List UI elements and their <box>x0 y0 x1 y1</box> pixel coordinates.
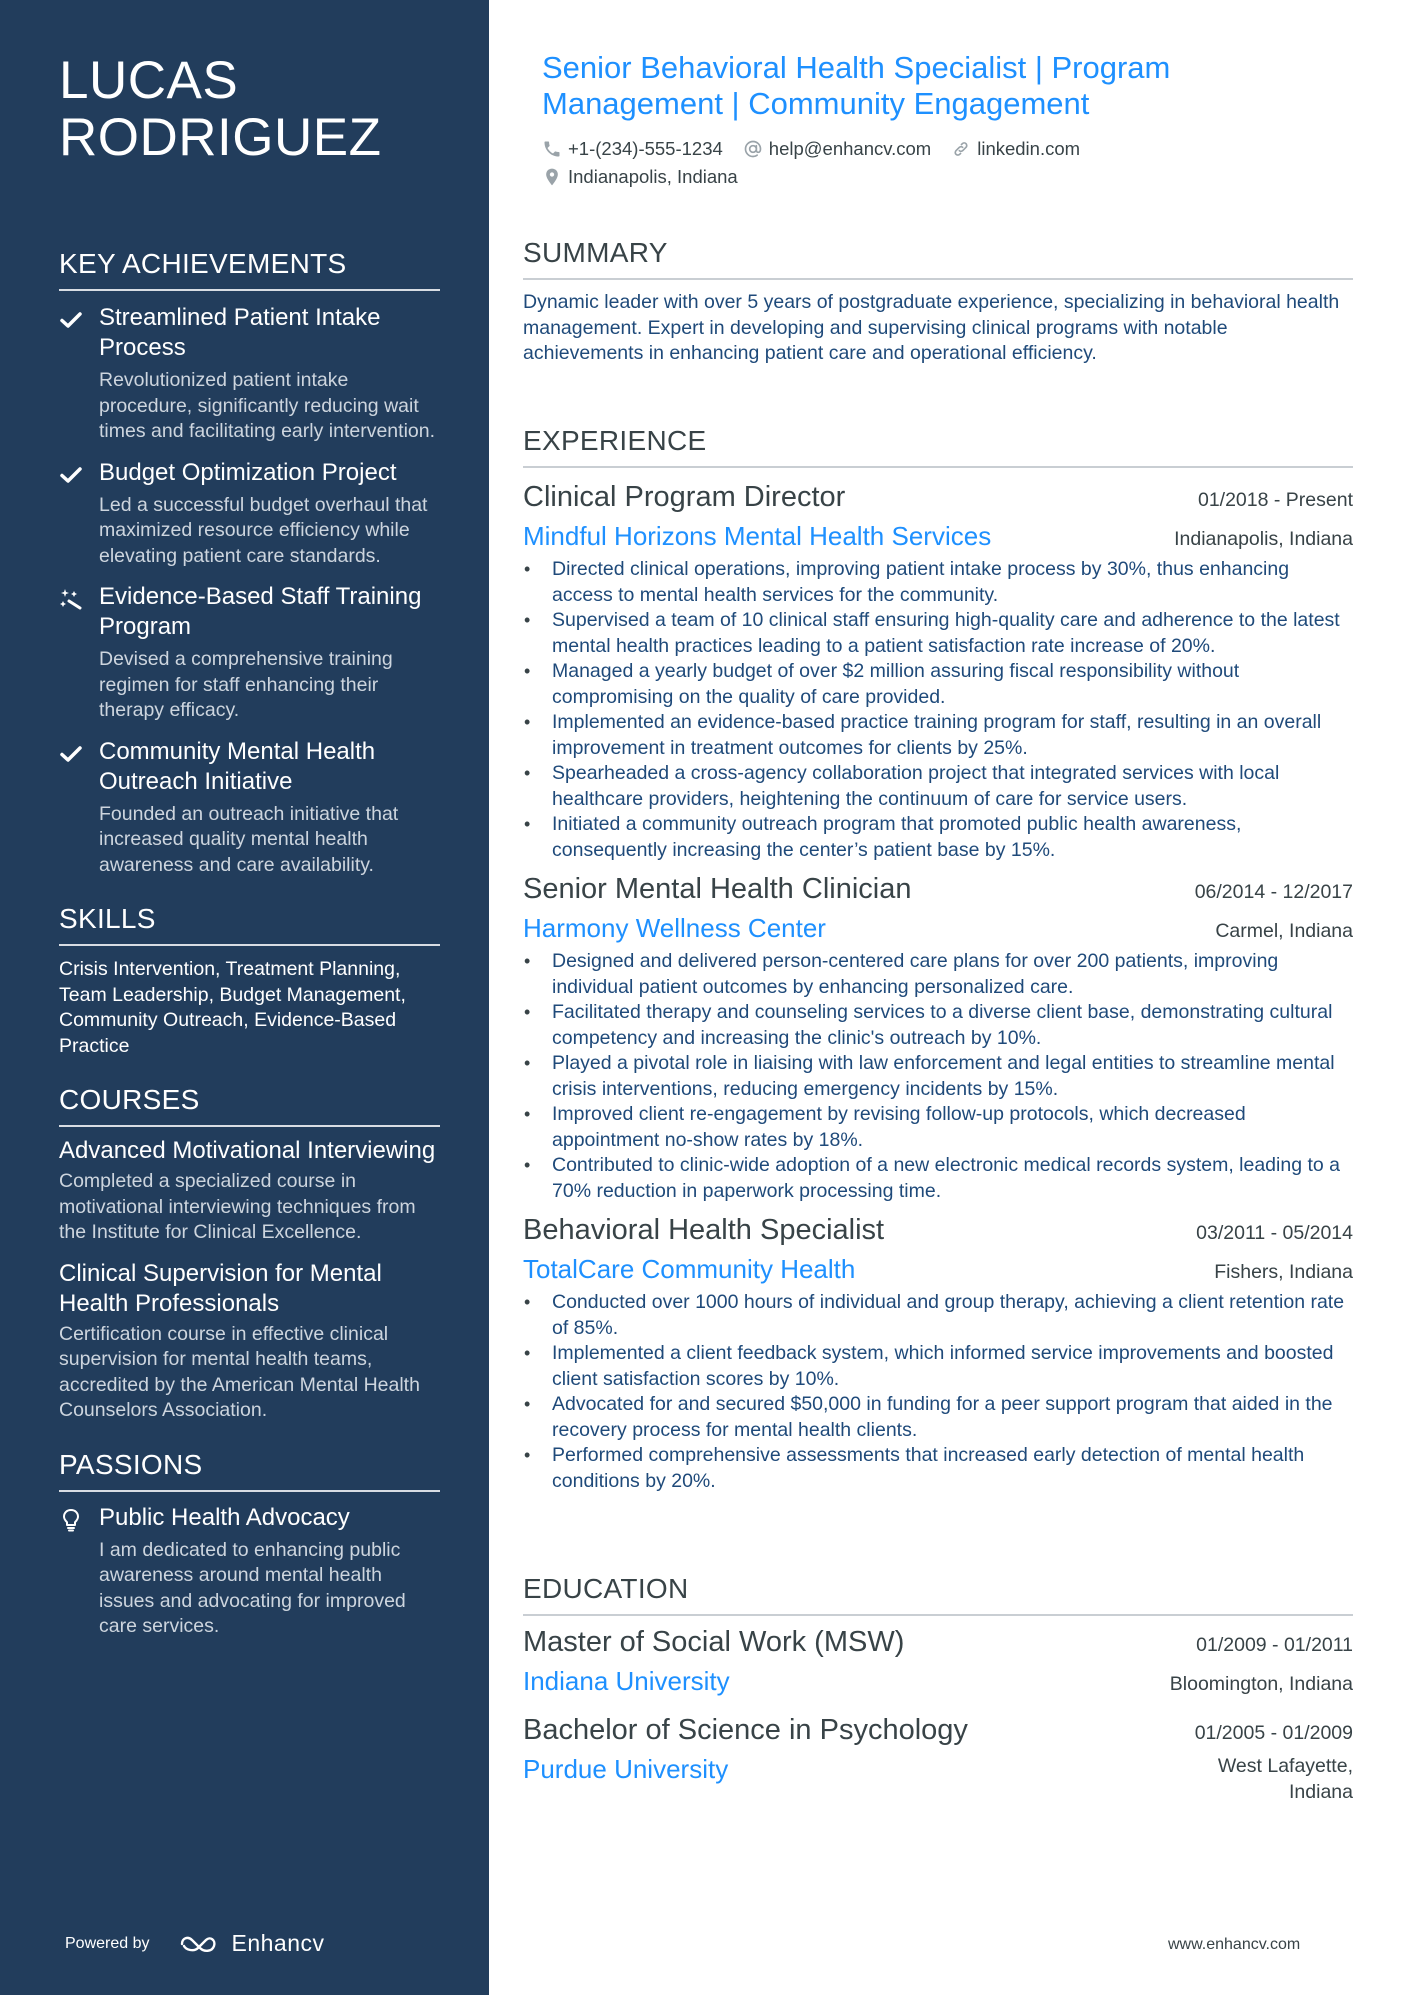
skills-title: SKILLS <box>59 902 440 946</box>
check-icon <box>59 463 83 487</box>
degree-title: Master of Social Work (MSW) <box>523 1626 905 1658</box>
job-entry <box>523 477 1353 863</box>
degree-title: Bachelor of Science in Psychology <box>523 1714 968 1746</box>
achievement-desc: Devised a comprehensive training regimen for staff enhancing their therapy efficacy. <box>99 648 393 721</box>
achievement-item <box>59 303 440 445</box>
course-desc: Certification course in effective clinical supervision for mental health teams, accredited by the American Mental Health Counselors Association. <box>59 1322 420 1421</box>
powered-by <box>65 1930 325 1957</box>
powered-by-label: Powered by <box>65 1934 150 1952</box>
achievement-desc: Revolutionized patient intake procedure, significantly reducing wait times and facilitating early intervention. <box>99 369 436 442</box>
education-entry <box>523 1710 1353 1805</box>
achievement-item <box>59 458 440 570</box>
check-icon <box>59 308 83 332</box>
job-date: 06/2014 - 12/2017 <box>1194 881 1353 903</box>
location-pin-icon <box>542 167 562 187</box>
job-bullet: • Spearheaded a cross-agency collaboration project that integrated services with local healthcare providers, heightening the continuum of care for service users. <box>523 761 1353 812</box>
job-location: Carmel, Indiana <box>1215 920 1353 942</box>
job-bullet: • Played a pivotal role in liaising with law enforcement and legal entities to streamline mental crisis interventions, reducing emergency incidents by 15%. <box>523 1051 1353 1102</box>
location-contact <box>542 166 738 188</box>
school-location-line-1: West Lafayette, <box>1217 1755 1353 1777</box>
education-section <box>523 1572 1353 1805</box>
summary-text: Dynamic leader with over 5 years of postgraduate experience, specializing in behavioral health management. Expert in developing and supervising clinical programs with notable achievements in enhancing patient care and operational efficiency. <box>523 291 1340 364</box>
job-bullet: • Supervised a team of 10 clinical staff ensuring high-quality care and adherence to the latest mental health practices leading to a patient satisfaction rate increase of 20%. <box>523 608 1353 659</box>
key-achievements-section <box>59 247 440 878</box>
headline <box>542 50 1242 122</box>
job-title: Senior Mental Health Clinician <box>523 873 912 905</box>
experience-title: EXPERIENCE <box>523 424 1353 468</box>
contact-row <box>542 163 1322 191</box>
skills-list: Crisis Intervention, Treatment Planning, Team Leadership, Budget Management, Community Outreach, Evidence-Based Practice <box>59 958 406 1057</box>
job-location: Fishers, Indiana <box>1214 1261 1353 1283</box>
achievement-item <box>59 582 440 724</box>
job-subheader <box>523 517 1353 555</box>
job-header <box>523 1210 1353 1250</box>
school-name: Indiana University <box>523 1666 730 1696</box>
magic-wand-icon <box>59 587 83 611</box>
job-bullet: • Designed and delivered person-centered care plans for over 200 patients, improving individual patient outcomes by enhancing personalized care. <box>523 949 1353 1000</box>
summary-section <box>523 236 1353 367</box>
phone-icon <box>542 139 562 159</box>
at-icon <box>743 139 763 159</box>
headline-line-1: Senior Behavioral Health Specialist | Program <box>542 50 1171 85</box>
job-bullet: • Implemented a client feedback system, which informed service improvements and boosted client satisfaction scores by 10%. <box>523 1341 1353 1392</box>
job-entry <box>523 1210 1353 1494</box>
job-bullets <box>523 949 1353 1204</box>
phone-contact[interactable] <box>542 138 723 160</box>
job-company: TotalCare Community Health <box>523 1254 856 1284</box>
education-subheader <box>523 1750 1353 1805</box>
passions-title: PASSIONS <box>59 1448 440 1492</box>
school-name: Purdue University <box>523 1754 729 1784</box>
passion-title: Public Health Advocacy <box>99 1503 350 1531</box>
school-location: Bloomington, Indiana <box>1169 1673 1353 1695</box>
location-text: Indianapolis, Indiana <box>568 166 738 187</box>
education-date: 01/2005 - 01/2009 <box>1194 1722 1353 1744</box>
headline-line-2: Management | Community Engagement <box>542 86 1090 121</box>
education-title: EDUCATION <box>523 1572 1353 1616</box>
education-header <box>523 1710 1353 1750</box>
education-subheader <box>523 1662 1353 1700</box>
job-header <box>523 869 1353 909</box>
job-title: Behavioral Health Specialist <box>523 1214 885 1246</box>
job-bullet: • Conducted over 1000 hours of individual and group therapy, achieving a client retention rate of 85%. <box>523 1290 1353 1341</box>
job-company: Harmony Wellness Center <box>523 913 826 943</box>
summary-title: SUMMARY <box>523 236 1353 280</box>
phone-text: +1-(234)-555-1234 <box>568 138 723 159</box>
education-header <box>523 1622 1353 1662</box>
passion-item <box>59 1503 440 1640</box>
enhancv-logo-icon <box>178 1932 222 1956</box>
skills-section <box>59 902 440 1059</box>
course-item <box>59 1136 440 1246</box>
sidebar-content <box>59 52 440 1640</box>
job-bullet: • Directed clinical operations, improving patient intake process by 30%, thus enhancing access to mental health services for the community. <box>523 557 1353 608</box>
job-subheader <box>523 1250 1353 1288</box>
achievement-title: Budget Optimization Project <box>99 458 397 486</box>
contact-info <box>542 135 1322 191</box>
job-bullet: • Improved client re-engagement by revising follow-up protocols, which decreased appointment no-show rates by 18%. <box>523 1102 1353 1153</box>
job-company: Mindful Horizons Mental Health Services <box>523 521 992 551</box>
check-icon <box>59 742 83 766</box>
experience-section <box>523 424 1353 1494</box>
email-contact[interactable] <box>743 138 931 160</box>
name-line-1: LUCAS <box>59 51 239 110</box>
job-subheader <box>523 909 1353 947</box>
job-date: 03/2011 - 05/2014 <box>1196 1222 1353 1244</box>
sidebar <box>0 0 489 1995</box>
school-location-line-2: Indiana <box>1289 1780 1353 1803</box>
job-location: Indianapolis, Indiana <box>1174 528 1353 550</box>
link-icon <box>951 139 971 159</box>
job-bullet: • Facilitated therapy and counseling services to a diverse client base, demonstrating cultural competency and increasing the clinic's outreach by 10%. <box>523 1000 1353 1051</box>
linkedin-contact[interactable] <box>951 138 1080 160</box>
contact-row <box>542 135 1322 163</box>
job-bullet: • Initiated a community outreach program that promoted public health awareness, consequently increasing the center’s patient base by 15%. <box>523 812 1353 863</box>
key-achievements-title: KEY ACHIEVEMENTS <box>59 247 440 291</box>
course-desc: Completed a specialized course in motivational interviewing techniques from the Institute for Clinical Excellence. <box>59 1170 416 1243</box>
job-bullet: • Advocated for and secured $50,000 in funding for a peer support program that aided in the recovery process for mental health clients. <box>523 1392 1353 1443</box>
achievement-desc: Founded an outreach initiative that increased quality mental health awareness and care availability. <box>99 802 399 876</box>
course-title: Clinical Supervision for Mental Health Professionals <box>59 1259 382 1317</box>
job-bullets <box>523 1290 1353 1494</box>
job-date: 01/2018 - Present <box>1197 489 1353 511</box>
job-bullets <box>523 557 1353 863</box>
job-bullet: • Implemented an evidence-based practice training program for staff, resulting in an overall improvement in treatment outcomes for clients by 25%. <box>523 710 1353 761</box>
achievement-title: Streamlined Patient Intake Process <box>99 304 381 361</box>
enhancv-logo-text: Enhancv <box>231 1930 325 1956</box>
education-date: 01/2009 - 01/2011 <box>1196 1634 1353 1656</box>
linkedin-text: linkedin.com <box>977 138 1081 159</box>
job-header <box>523 477 1353 517</box>
passions-section <box>59 1448 440 1640</box>
course-item <box>59 1259 440 1424</box>
achievement-desc: Led a successful budget overhaul that maximized resource efficiency while elevating patient care standards. <box>99 493 428 567</box>
course-title: Advanced Motivational Interviewing <box>59 1137 436 1164</box>
job-bullet: • Managed a yearly budget of over $2 million assuring fiscal responsibility without compromising on the quality of care provided. <box>523 659 1353 710</box>
education-entry <box>523 1622 1353 1700</box>
job-entry <box>523 869 1353 1204</box>
passion-desc: I am dedicated to enhancing public awareness around mental health issues and advocating for improved care services. <box>99 1538 406 1637</box>
lightbulb-icon <box>59 1508 83 1532</box>
courses-section <box>59 1083 440 1424</box>
achievement-title: Evidence-Based Staff Training Program <box>99 583 422 640</box>
courses-title: COURSES <box>59 1083 440 1127</box>
candidate-name <box>59 52 440 166</box>
enhancv-logo[interactable] <box>178 1930 325 1957</box>
job-bullet: • Contributed to clinic-wide adoption of a new electronic medical records system, leading to a 70% reduction in paperwork processing time. <box>523 1153 1353 1204</box>
job-bullet: • Performed comprehensive assessments that increased early detection of mental health conditions by 20%. <box>523 1443 1353 1494</box>
achievement-item <box>59 737 440 879</box>
job-title: Clinical Program Director <box>523 481 846 513</box>
email-text: help@enhancv.com <box>768 138 932 159</box>
school-location <box>1218 1754 1353 1805</box>
name-line-2: RODRIGUEZ <box>59 108 382 167</box>
achievement-title: Community Mental Health Outreach Initiative <box>99 737 376 795</box>
footer-website-link[interactable]: www.enhancv.com <box>1168 1936 1301 1953</box>
